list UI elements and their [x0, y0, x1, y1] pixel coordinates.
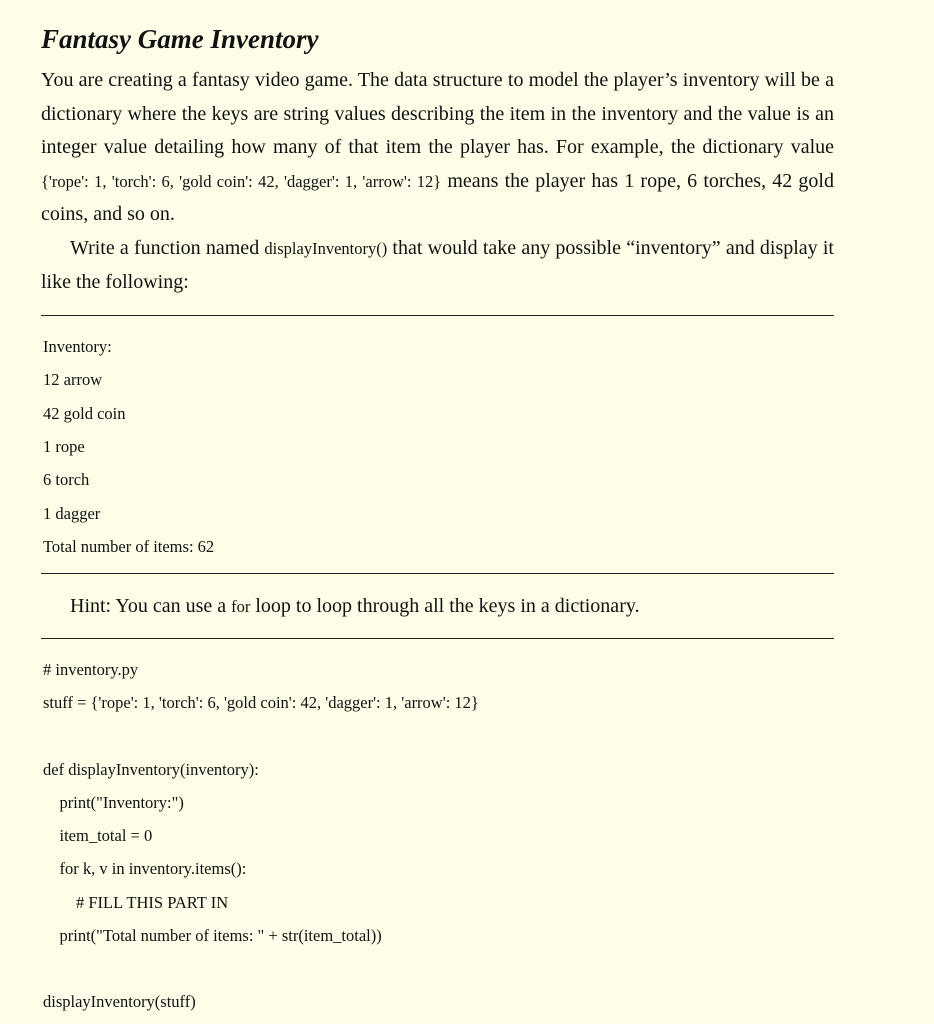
code-line: def displayInventory(inventory): [43, 759, 259, 779]
output-line: Inventory: [43, 337, 112, 357]
output-line: 1 rope [43, 437, 85, 457]
intro-text-1: You are creating a fantasy video game. The data structure to model the player’s inventory will be a dictionary where the keys are string values describing the item in the inventory and the value is an integer value detailing how many of that item the player has. For example, the dictionary value [41, 69, 834, 159]
document-page [41, 0, 834, 1024]
code-line: item_total = 0 [43, 826, 153, 846]
task-text-2: that would take any possible “inventory” and display it like the following: [41, 236, 834, 293]
output-line: 42 gold coin [43, 403, 126, 423]
task-text-1: Write a function named [70, 236, 265, 259]
code-line: # FILL THIS PART IN [43, 892, 229, 912]
code-line [43, 720, 834, 753]
example-dictionary: {'rope': 1, 'torch': 6, 'gold coin': 42, 'dagger': 1, 'arrow': 12} [41, 171, 442, 191]
code-block [41, 639, 834, 1024]
code-line: print("Total number of items: " + str(item_total)) [43, 925, 382, 945]
page-title: Fantasy Game Inventory [41, 24, 319, 54]
hint-text-1: Hint: You can use a [70, 595, 232, 618]
output-line: 6 torch [43, 470, 90, 490]
function-name: displayInventory() [264, 238, 388, 258]
code-line: displayInventory(stuff) [43, 992, 196, 1012]
output-line: Total number of items: 62 [43, 536, 215, 556]
hint-keyword: for [231, 597, 251, 617]
hint-text-2: loop to loop through all the keys in a dictionary. [250, 595, 640, 618]
sample-output [41, 316, 834, 563]
output-line: 12 arrow [43, 370, 103, 390]
intro-paragraph [41, 64, 834, 232]
intro-text-2: means the player has 1 rope, 6 torches, 42 gold coins, and so on. [41, 169, 834, 226]
code-line: for k, v in inventory.items(): [43, 859, 247, 879]
code-line: print("Inventory:") [43, 792, 184, 812]
code-line [43, 952, 834, 985]
code-line: # inventory.py [43, 660, 139, 680]
task-paragraph [41, 232, 834, 299]
output-line: 1 dagger [43, 503, 101, 523]
code-line: stuff = {'rope': 1, 'torch': 6, 'gold coin': 42, 'dagger': 1, 'arrow': 12} [43, 693, 479, 713]
hint-text [41, 574, 834, 638]
